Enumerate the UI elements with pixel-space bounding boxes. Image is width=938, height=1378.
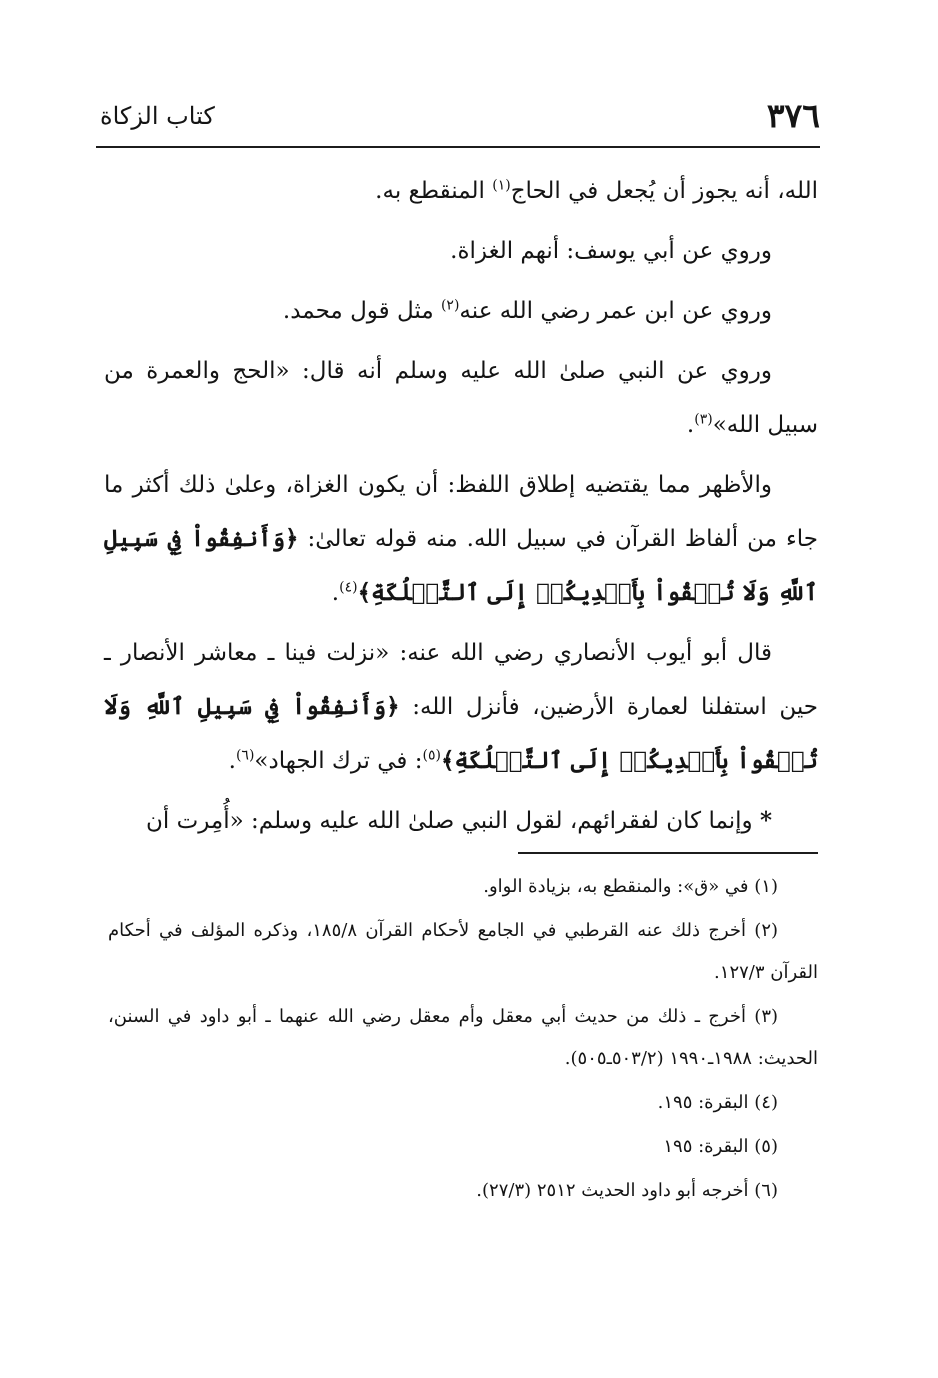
footnote-ref-3: (٣) [694, 411, 713, 428]
quran-verse: ﴿وَأَنفِقُواْ فِي سَبِيلِ ٱللَّهِ وَلَا تُلۡقُواْ بِأَيۡدِيكُمۡ إِلَى ٱلتَّهۡلُكَةِ﴾ [104, 525, 818, 606]
footnote-ref-1: (١) [492, 177, 511, 194]
paragraph-text: . [331, 580, 340, 606]
paragraph-text: . [686, 412, 695, 438]
footnote-divider [518, 852, 818, 854]
footnotes [108, 866, 818, 1214]
paragraph-5 [104, 458, 818, 620]
paragraph-text: قال أبو أيوب الأنصاري رضي الله عنه: «نزلت فينا ـ معاشر الأنصار ـ حين استفلنا لعمارة الأرضين، فأنزل الله: [104, 640, 818, 720]
footnote-2: (٢) أخرج ذلك عنه القرطبي في الجامع لأحكام القرآن ١٨٥/٨، وذكره المؤلف في أحكام القرآن ١٢٧/٣. [108, 920, 818, 983]
paragraph-7 [104, 794, 818, 848]
footnote-ref-5: (٥) [422, 747, 441, 764]
header-divider [96, 146, 820, 148]
quran-verse: ﴿وَأَنفِقُواْ فِي سَبِيلِ ٱللَّهِ وَلَا تُلۡقُواْ بِأَيۡدِيكُمۡ إِلَى ٱلتَّهۡلُكَةِ﴾ [104, 693, 818, 774]
footnote-6: (٦) أخرجه أبو داود الحديث ٢٥١٢ (٢٧/٣). [476, 1180, 778, 1201]
footnote-ref-4: (٤) [339, 579, 358, 596]
paragraph-4 [104, 344, 818, 452]
paragraph-text: والأظهر مما يقتضيه إطلاق اللفظ: أن يكون الغزاة، وعلىٰ ذلك أكثر ما جاء من ألفاظ القرآن في سبيل الله. منه قوله تعالىٰ: [104, 472, 818, 552]
paragraph-2 [104, 224, 818, 278]
paragraph-text: وروي عن ابن عمر رضي الله عنه [459, 298, 772, 324]
footnote-4: (٤) البقرة: ١٩٥. [657, 1092, 778, 1113]
paragraph-3 [104, 284, 818, 338]
footnote-1: (١) في «ق»: والمنقطع به، بزيادة الواو. [483, 876, 778, 897]
page-header [96, 90, 820, 146]
paragraph-text: وإنما كان لفقرائهم، لقول النبي صلىٰ الله عليه وسلم: «أُمِرت أن [145, 808, 760, 834]
paragraph-text: : في ترك الجهاد» [254, 748, 423, 774]
running-title: كتاب الزكاة [100, 102, 215, 130]
page-number: ٣٧٦ [766, 96, 820, 135]
paragraph-text: الله، أنه يجوز أن يُجعل في الحاج [510, 178, 818, 204]
paragraph-1 [104, 164, 818, 218]
star-marker: * [759, 807, 772, 834]
footnote-ref-2: (٢) [440, 297, 460, 314]
footnote-5: (٥) البقرة: ١٩٥ [663, 1136, 778, 1157]
paragraph-text: . [228, 748, 236, 774]
paragraph-text: المنقطع به. [375, 178, 493, 204]
paragraph-text: وروي عن النبي صلىٰ الله عليه وسلم أنه قال: «الحج والعمرة من سبيل الله» [104, 358, 818, 438]
main-text [104, 164, 818, 854]
paragraph-6 [104, 626, 818, 788]
paragraph-text: وروي عن أبي يوسف: أنهم الغزاة. [450, 238, 772, 264]
footnote-ref-6: (٦) [235, 747, 255, 764]
footnote-3: (٣) أخرج ـ ذلك من حديث أبي معقل وأم معقل رضي الله عنهما ـ أبو داود في السنن، الحديث: ١٩٨٨ـ١٩٩٠ (٥٠٣/٢ـ٥٠٥). [108, 1006, 818, 1069]
paragraph-text: مثل قول محمد. [282, 298, 441, 324]
